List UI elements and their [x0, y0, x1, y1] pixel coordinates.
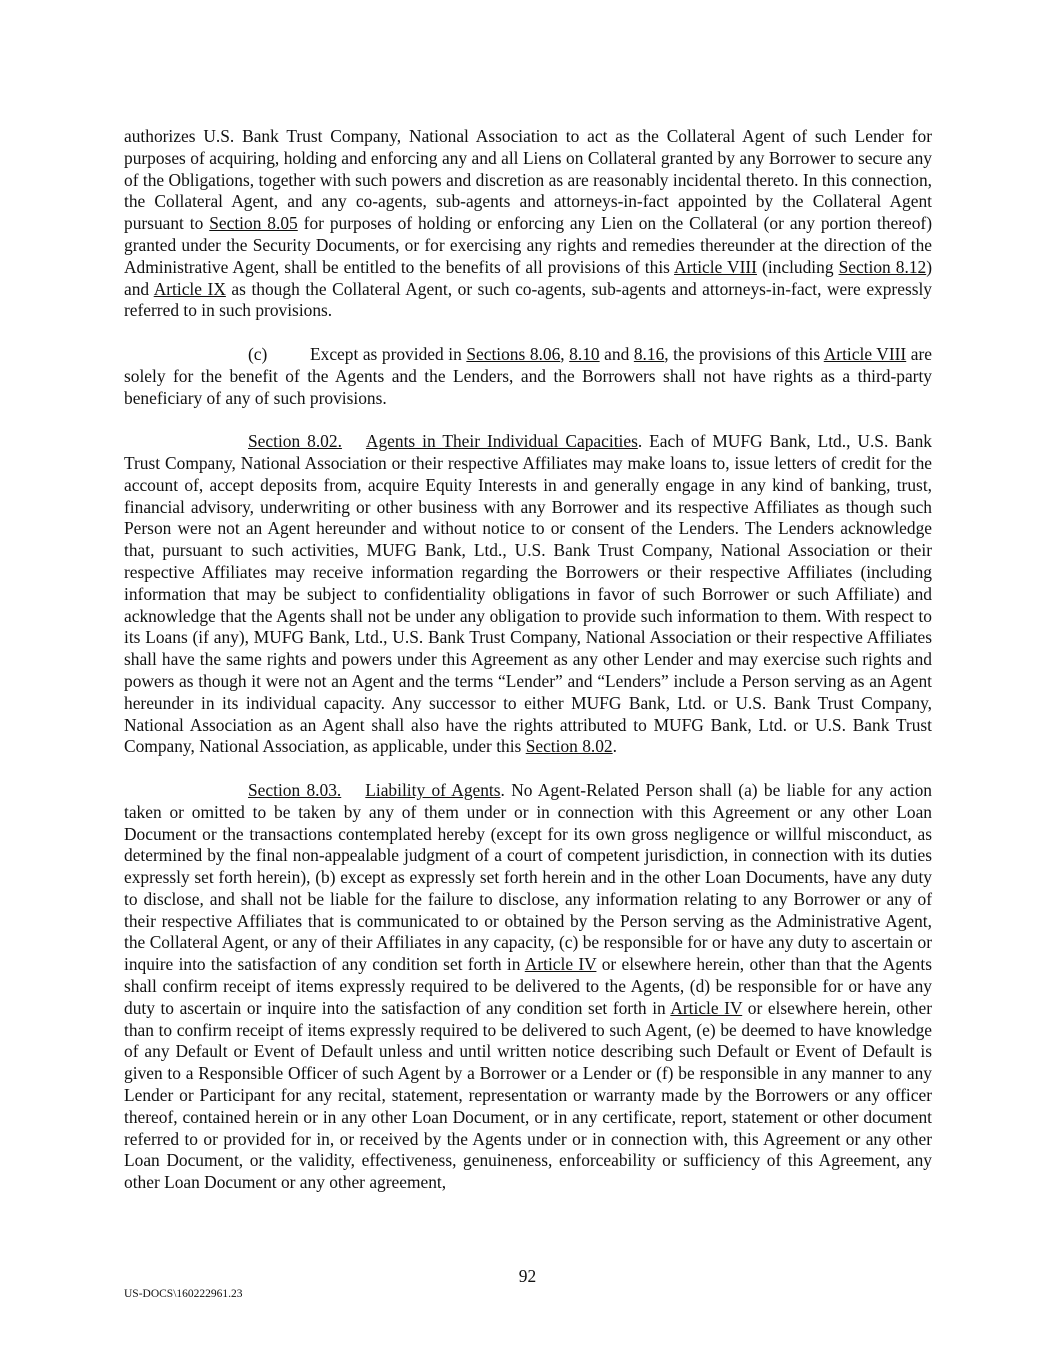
- article-reference: Article IX: [153, 278, 226, 299]
- page-number: 92: [518, 1266, 537, 1286]
- clause-label: (c): [248, 343, 268, 364]
- text-run: ,: [560, 343, 570, 364]
- paragraph-section-8-03: [124, 780, 932, 1194]
- text-run: Except as provided in: [310, 343, 467, 364]
- text-run: .: [612, 736, 617, 757]
- section-reference: Section 8.12: [838, 256, 927, 277]
- text-run: . Each of MUFG Bank, Ltd., U.S. Bank Trust Company, National Association or their respective Affiliates may make loans to, issue letters of credit for the account of, accept deposits from, acquire Equity Interests in and generally engage in any kind of banking, trust, financial advisory, underwriting or other business with any Borrower and its respective Affiliates as though such Person were not an Agent hereunder and without notice to or consent of the Lenders. The Lenders acknowledge that, pursuant to such activities, MUFG Bank, Ltd., U.S. Bank Trust Company, National Association or their respective Affiliates may receive information regarding the Borrowers or their respective Affiliates (including information that may be subject to confidentiality obligations in favor of such Borrower or such Affiliate) and acknowledge that the Agents shall not be under any obligation to provide such information to them. With respect to its Loans (if any), MUFG Bank, Ltd., U.S. Bank Trust Company, National Association or their respective Affiliates shall have the same rights and powers under this Agreement as any other Lender and may exercise such rights and powers as though it were not an Agent and the terms “Lender” and “Lenders” include a Person serving as an Agent hereunder in its individual capacity. Any successor to either MUFG Bank, Ltd. or U.S. Bank Trust Company, National Association as an Agent shall also have the rights attributed to MUFG Bank, Ltd. or U.S. Bank Trust Company, National Association, as applicable, under this: [124, 431, 932, 757]
- text-run: authorizes U.S. Bank Trust Company, National Association to act as the Collateral Agent of such Lender for purposes of acquiring, holding and enforcing any and all Liens on Collateral granted by any Borrower to secure any of the Obligations, together with such powers and discretion as are reasonably incidental thereto. In this connection, the Collateral Agent, and any co-agents, sub-agents and attorneys-in-fact appointed by the Collateral Agent pursuant to: [124, 126, 932, 234]
- text-run: and: [599, 343, 634, 364]
- article-reference: Article IV: [524, 954, 597, 975]
- section-number: Section 8.03.: [248, 779, 342, 800]
- paragraph-section-8-02: [124, 431, 932, 758]
- text-run: or elsewhere herein, other than that the Agents shall confirm receipt of items expressly required to be delivered to the Agents, (d) be responsible for or have any duty to ascertain or inquire into the satisfaction of any condition set forth in: [124, 954, 932, 1018]
- section-reference: Section 8.02: [525, 736, 613, 757]
- text-run: . No Agent-Related Person shall (a) be liable for any action taken or omitted to be taken by any of them under or in connection with this Agreement or any other Loan Document or the transactions contemplated hereby (except for its own gross negligence or willful misconduct, as determined by the final non-appealable judgment of a court of competent jurisdiction, in connection with its duties expressly set forth herein), (b) except as expressly set forth herein and in the other Loan Documents, have any duty to disclose, and shall not be liable for the failure to disclose, any information relating to any Borrower or any of their respective Affiliates that is communicated to or obtained by the Person serving as the Administrative Agent, the Collateral Agent, or any of their Affiliates in any capacity, (c) be responsible for or have any duty to ascertain or inquire into the satisfaction of any condition set forth in: [124, 779, 932, 975]
- section-reference: 8.16: [633, 343, 665, 364]
- text-run: are solely for the benefit of the Agents and the Lenders, and the Borrowers shall not have rights as a third-party beneficiary of any of such provisions.: [124, 343, 933, 408]
- text-run: for purposes of holding or enforcing any Lien on the Collateral (or any portion thereof) granted under the Security Documents, or for exercising any rights and remedies thereunder at the direction of the Administrative Agent, shall be entitled to the benefits of all provisions of this: [124, 213, 933, 277]
- text-run: or elsewhere herein, other than to confirm receipt of items expressly required to be delivered to such Agent, (e) be deemed to have knowledge of any Default or Event of Default unless and until written notice describing such Default or Event of Default is given to a Responsible Officer of such Agent by a Borrower or a Lender or (f) be responsible in any manner to any Lender or Participant for any recital, statement, representation or warranty made by the Borrowers or any officer thereof, contained herein or in any other Loan Document, or in any certificate, report, statement or other document referred to or provided for in, or received by the Agents under or in connection with, this Agreement or any other Loan Document, or the validity, effectiveness, genuineness, enforceability or sufficiency of this Agreement, any other Loan Document or any other agreement,: [124, 997, 933, 1193]
- article-reference: Article IV: [670, 997, 743, 1018]
- paragraph-collateral-agent: [124, 126, 932, 322]
- section-reference: Sections 8.06: [466, 343, 561, 364]
- text-run: , the provisions of this: [664, 343, 824, 364]
- page-body: [124, 126, 932, 1216]
- paragraph-c: [124, 344, 932, 409]
- section-heading: Liability of Agents: [365, 779, 501, 800]
- text-run: (including: [756, 256, 839, 277]
- document-id: US-DOCS\160222961.23: [124, 1288, 243, 1300]
- section-reference: Section 8.05: [209, 213, 298, 234]
- text-run: as though the Collateral Agent, or such co-agents, sub-agents and attorneys-in-fact, were expressly referred to in such provisions.: [124, 278, 933, 321]
- article-reference: Article VIII: [823, 343, 907, 364]
- text-run: ) and: [124, 256, 933, 299]
- section-heading: Agents in Their Individual Capacities: [365, 431, 638, 452]
- section-reference: 8.10: [569, 343, 600, 364]
- article-reference: Article VIII: [674, 256, 757, 277]
- section-number: Section 8.02.: [248, 431, 342, 452]
